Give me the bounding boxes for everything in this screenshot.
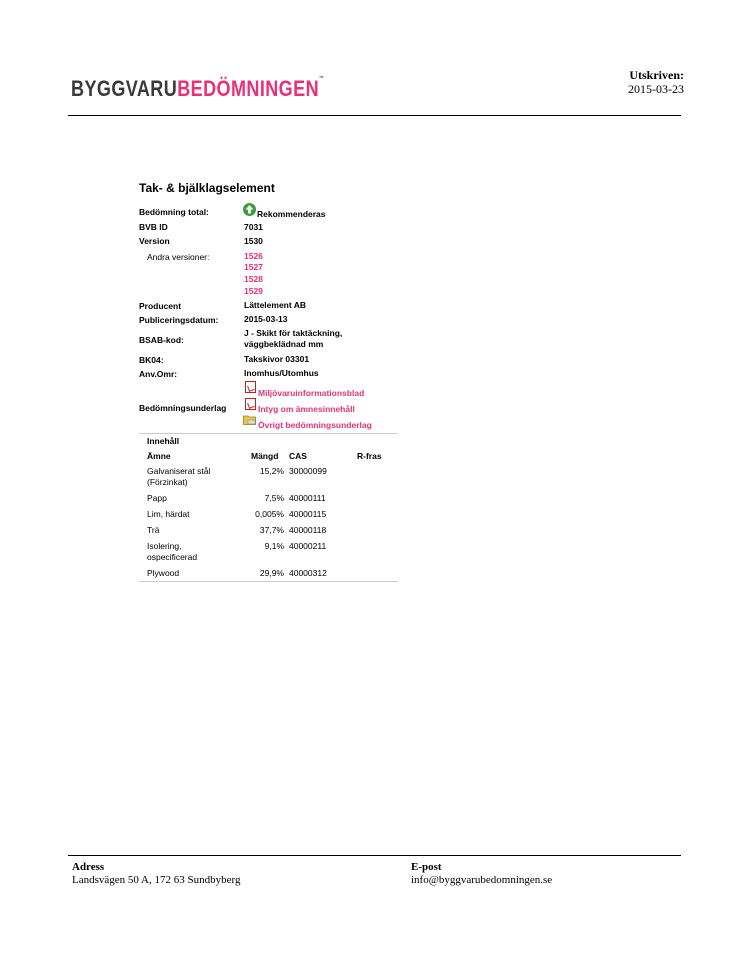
- column-header-cas: CAS: [289, 451, 307, 461]
- logo-tm: ™: [319, 76, 325, 82]
- assessment-value: Rekommenderas: [257, 209, 326, 219]
- table-cell-name: ospecificerad: [147, 552, 198, 562]
- table-cell-name: (Förzinkat): [147, 477, 188, 487]
- table-cell-cas: 40000211: [289, 541, 327, 551]
- table-cell-amount: 9,1%: [264, 541, 284, 551]
- version-label: Version: [139, 236, 170, 246]
- table-cell-name: Trä: [147, 525, 160, 535]
- logo-part-2: BEDÖMNINGEN: [177, 76, 320, 101]
- usage-value: Inomhus/Utomhus: [244, 368, 319, 378]
- table-cell-cas: 40000312: [289, 568, 327, 578]
- table-cell-name: Galvaniserat stål: [147, 466, 211, 476]
- content-heading: Innehåll: [147, 436, 180, 446]
- bsab-value-line2: väggbeklädnad mm: [244, 339, 324, 349]
- pub-date-label: Publiceringsdatum:: [139, 315, 219, 325]
- version-value: 1530: [244, 236, 263, 246]
- column-header-rfras: R-fras: [357, 451, 382, 461]
- folder-icon: [243, 414, 256, 425]
- email-value[interactable]: info@byggvarubedomningen.se: [411, 874, 553, 886]
- pub-date-value: 2015-03-13: [244, 314, 288, 324]
- column-header-mangd: Mängd: [251, 451, 279, 461]
- other-versions-label: Andra versioner:: [147, 252, 210, 262]
- table-cell-cas: 40000118: [289, 525, 327, 535]
- table-cell-name: Lim, härdat: [147, 509, 190, 519]
- usage-label: Anv.Omr:: [139, 369, 178, 379]
- other-version-link[interactable]: 1526: [244, 251, 263, 261]
- column-header-amne: Ämne: [147, 451, 171, 461]
- address-label: Adress: [72, 861, 105, 873]
- assessment-label: Bedömning total:: [139, 207, 209, 217]
- producer-label: Producent: [139, 301, 182, 311]
- table-cell-amount: 37,7%: [259, 525, 284, 535]
- logo: [71, 76, 324, 102]
- bvb-id-label: BVB ID: [139, 222, 168, 232]
- doc-link-ovrigt[interactable]: Övrigt bedömningsunderlag: [258, 420, 372, 430]
- recommended-arrow-icon: [243, 203, 256, 216]
- logo-part-1: BYGGVARU: [71, 76, 178, 101]
- other-version-link[interactable]: 1527: [244, 262, 263, 272]
- content-divider-bottom: [139, 581, 398, 582]
- table-cell-cas: 30000099: [289, 466, 327, 476]
- other-version-link[interactable]: 1529: [244, 286, 263, 296]
- bsab-label: BSAB-kod:: [139, 335, 184, 345]
- doc-link-miljovaruinformationsblad[interactable]: Miljövaruinformationsblad: [258, 388, 365, 398]
- header-divider: [68, 115, 681, 116]
- address-value: Landsvägen 50 A, 172 63 Sundbyberg: [72, 874, 241, 886]
- email-label: E-post: [411, 861, 442, 873]
- footer-address: [72, 861, 240, 887]
- bk04-value: Takskivor 03301: [244, 354, 310, 364]
- product-title: Tak- & bjälklagselement: [139, 181, 275, 195]
- pdf-icon: [245, 381, 256, 393]
- doc-link-intyg[interactable]: Intyg om ämnesinnehåll: [258, 404, 355, 414]
- producer-value: Lättelement AB: [244, 300, 307, 310]
- table-cell-name: Isolering,: [147, 541, 182, 551]
- table-cell-amount: 29,9%: [259, 568, 284, 578]
- bk04-label: BK04:: [139, 355, 164, 365]
- content-divider-top: [139, 433, 398, 434]
- printed-label: Utskriven:: [629, 68, 684, 82]
- table-cell-amount: 7,5%: [264, 493, 284, 503]
- table-cell-amount: 0,005%: [255, 509, 284, 519]
- pdf-icon: [245, 398, 256, 410]
- footer-email: [411, 861, 552, 887]
- table-cell-cas: 40000115: [289, 509, 327, 519]
- other-version-link[interactable]: 1528: [244, 274, 263, 284]
- table-cell-amount: 15,2%: [259, 466, 284, 476]
- bsab-value-line1: J - Skikt för taktäckning,: [244, 328, 343, 338]
- printed-info: [628, 68, 684, 96]
- table-cell-name: Papp: [147, 493, 167, 503]
- table-cell-cas: 40000111: [289, 493, 326, 503]
- footer-divider: [68, 855, 681, 856]
- bvb-id-value: 7031: [244, 222, 263, 232]
- docs-label: Bedömningsunderlag: [139, 403, 227, 413]
- printed-date: 2015-03-23: [628, 82, 684, 96]
- table-cell-name: Plywood: [147, 568, 180, 578]
